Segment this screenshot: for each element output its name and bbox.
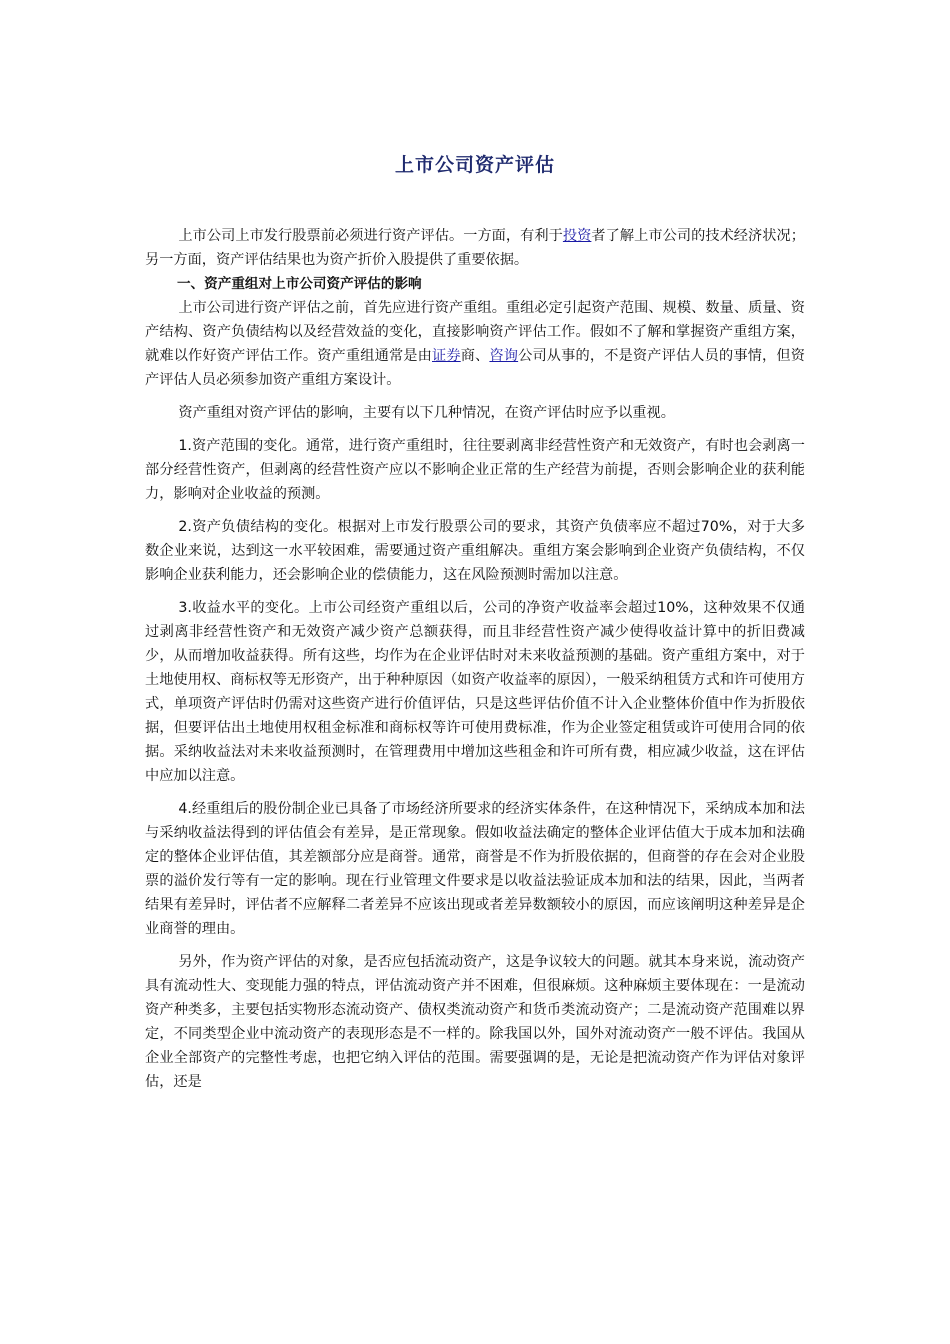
item-text: 收益水平的变化。上市公司经资产重组以后，公司的净资产收益率会超过: [191, 600, 658, 616]
document-body: [145, 224, 805, 1094]
item-text: ，对于大多数企业来说，达到这一水平较困难，需要通过资产重组解决。重组方案会影响到企业资产负债结构，不仅影响企业获利能力，还会影响企业的偿债能力，这在风险预测时需加以注意。: [145, 519, 805, 583]
item-percent: 10%: [657, 600, 689, 616]
paragraph-restructuring: [145, 296, 805, 392]
link-investment[interactable]: 投资: [562, 228, 592, 244]
item-number: 4.: [178, 801, 192, 817]
item-text: ，这种效果不仅通过剥离非经营性资产和无效资产减少资产总额获得，而且非经营性资产减少使得收益计算中的折旧费减少，从而增加收益获得。所有这些，均作为在企业评估时对未来收益预测的基础。资产重组方案中，对于土地使用权、商标权等无形资产，出于种种原因（如资产收益率的原因），一般采纳租赁方式和许可使用方式，单项资产评估时仍需对这些资产进行价值评估，只是这些评估价值不计入企业整体价值中作为折股依据，但要评估出土地使用权租金标准和商标权等许可使用费标准，作为企业签定租赁或许可使用合同的依据。采纳收益法对未来收益预测时，在管理费用中增加这些租金和许可所有费，相应减少收益，这在评估中应加以注意。: [145, 600, 805, 784]
link-securities[interactable]: 证券: [432, 348, 461, 364]
item-text: 资产负债结构的变化。根据对上市发行股票公司的要求，其资产负债率应不超过: [191, 519, 701, 535]
link-consulting[interactable]: 咨询: [489, 348, 519, 364]
list-item-4: [145, 797, 805, 941]
item-percent: 70%: [700, 519, 733, 535]
section-heading: 一、资产重组对上市公司资产评估的影响: [176, 276, 422, 292]
p2-text-3: 公司从事的，不是资产评估人员的事情，但资产评估人员必须参加资产重组方案设计。: [145, 348, 805, 388]
item-text: 资产范围的变化。通常，进行资产重组时，往往要剥离非经营性资产和无效资产，有时也会剥离一部分经营性资产，但剥离的经营性资产应以不影响企业正常的生产经营为前提，否则会影响企业的获利能力，影响对企业收益的预测。: [145, 438, 805, 502]
item-number: 2.: [178, 519, 192, 535]
item-text: 经重组后的股份制企业已具备了市场经济所要求的经济实体条件，在这种情况下，采纳成本加和法与采纳收益法得到的评估值会有差异，是正常现象。假如收益法确定的整体企业评估值大于成本加和法确定的整体企业评估值，其差额部分应是商誉。通常，商誉是不作为折股依据的，但商誉的存在会对企业股票的溢价发行等有一定的影响。现在行业管理文件要求是以收益法验证成本加和法的结果，因此，当两者结果有差异时，评估者不应解释二者差异不应该出现或者差异数额较小的原因，而应该阐明这种差异是企业商誉的理由。: [145, 801, 805, 937]
list-item-2: [145, 515, 805, 587]
p2-text-1: 上市公司进行资产评估之前，首先应进行资产重组。重组必定引起资产范围、规模、数量、质量、资产结构、资产负债结构以及经营效益的变化，直接影响资产评估工作。假如不了解和掌握资产重组方案，就难以作好资产评估工作。资产重组通常是由: [145, 300, 805, 364]
paragraph-current-assets: 另外，作为资产评估的对象，是否应包括流动资产，这是争议较大的问题。就其本身来说，流动资产具有流动性大、变现能力强的特点，评估流动资产并不困难，但很麻烦。这种麻烦主要体现在：一是流动资产种类多，主要包括实物形态流动资产、债权类流动资产和货币类流动资产；二是流动资产范围难以界定，不同类型企业中流动资产的表现形态是不一样的。除我国以外，国外对流动资产一般不评估。我国从企业全部资产的完整性考虑，也把它纳入评估的范围。需要强调的是，无论是把流动资产作为评估对象评估，还是: [145, 954, 805, 1090]
paragraph-impact-intro: 资产重组对资产评估的影响，主要有以下几种情况，在资产评估时应予以重视。: [178, 405, 675, 421]
item-number: 3.: [178, 600, 192, 616]
intro-text-1: 上市公司上市发行股票前必须进行资产评估。一方面，有利于: [178, 228, 563, 244]
intro-paragraph: [145, 224, 805, 272]
intro-text-2: 者了解上市公司的技术经济状况；另一方面，资产评估结果也为资产折价入股提供了重要依据。: [145, 228, 805, 268]
document-title: 上市公司资产评估: [394, 154, 555, 176]
p2-text-2: 商、: [460, 348, 490, 364]
list-item-1: [145, 434, 805, 506]
list-item-3: [145, 596, 805, 788]
item-number: 1.: [178, 438, 192, 454]
